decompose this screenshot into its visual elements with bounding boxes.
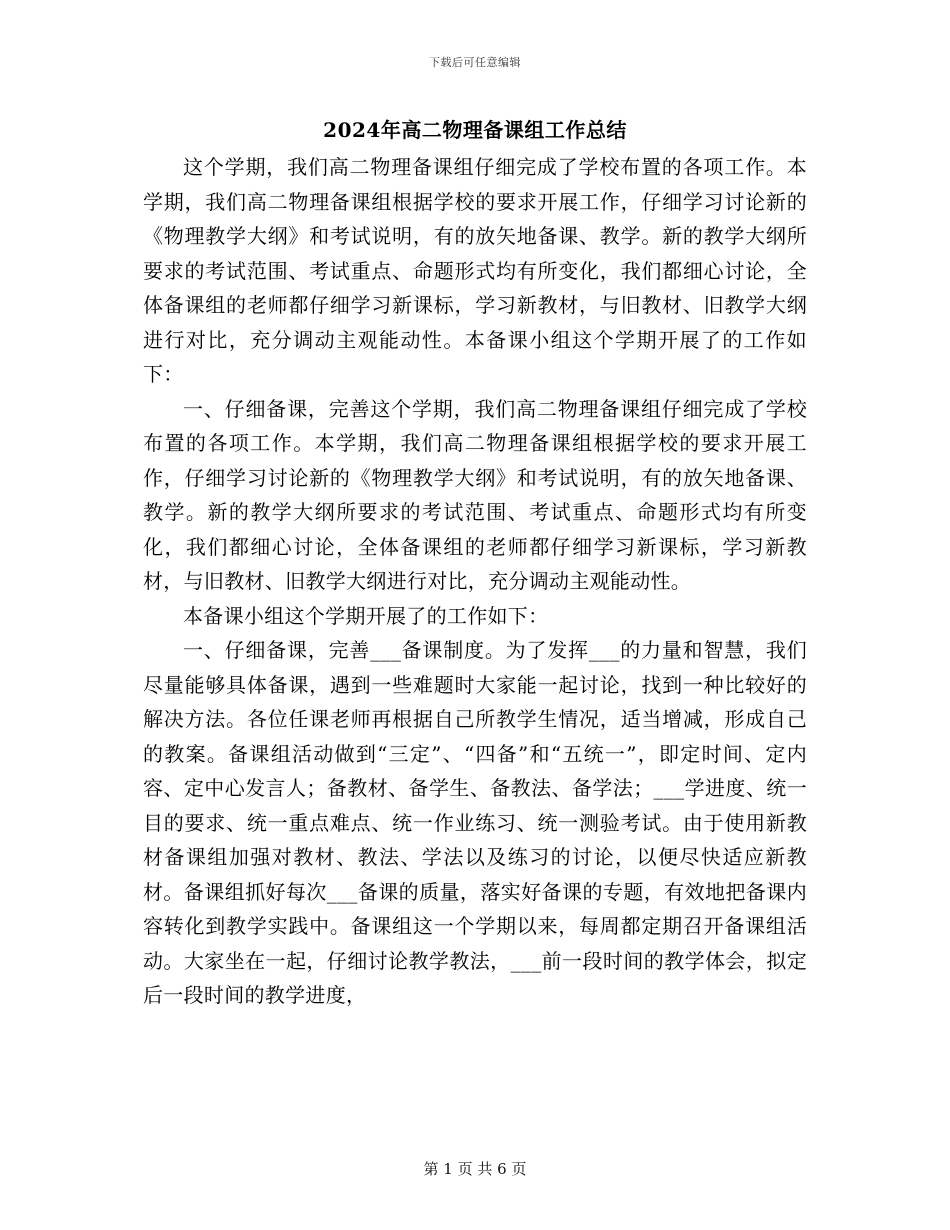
page-number: 第 1 页 共 6 页 bbox=[423, 1160, 527, 1178]
paragraph: 这个学期，我们高二物理备课组仔细完成了学校布置的各项工作。本学期，我们高二物理备课组根据学校的要求开展工作，仔细学习讨论新的《物理教学大纲》和考试说明，有的放矢地备课、教学。新的教学大纲所要求的考试范围、考试重点、命题形式均有所变化，我们都细心讨论，全体备课组的老师都仔细学习新课标，学习新教材，与旧教材、旧教学大纲进行对比，充分调动主观能动性。本备课小组这个学期开展了的工作如下： bbox=[143, 155, 807, 386]
paragraph: 一、仔细备课，完善这个学期，我们高二物理备课组仔细完成了学校布置的各项工作。本学期，我们高二物理备课组根据学校的要求开展工作，仔细学习讨论新的《物理教学大纲》和考试说明，有的放矢地备课、教学。新的教学大纲所要求的考试范围、考试重点、命题形式均有所变化，我们都细心讨论，全体备课组的老师都仔细学习新课标，学习新教材，与旧教材、旧教学大纲进行对比，充分调动主观能动性。 bbox=[143, 396, 807, 593]
paragraph: 一、仔细备课，完善___备课制度。为了发挥___的力量和智慧，我们尽量能够具体备课，遇到一些难题时大家能一起讨论，找到一种比较好的解决方法。各位任课老师再根据自己所教学生情况，适当增减，形成自己的教案。备课组活动做到“三定”、“四备”和“五统一”，即定时间、定内容、定中心发言人；备教材、备学生、备教法、备学法；___学进度、统一目的要求、统一重点难点、统一作业练习、统一测验考试。由于使用新教材备课组加强对教材、教法、学法以及练习的讨论，以便尽快适应新教材。备课组抓好每次___备课的质量，落实好备课的专题，有效地把备课内容转化到教学实践中。备课组这一个学期以来，每周都定期召开备课组活动。大家坐在一起，仔细讨论教学教法，___前一段时间的教学体会，拟定后一段时间的教学进度， bbox=[143, 638, 807, 1007]
paragraph: 本备课小组这个学期开展了的工作如下： bbox=[183, 603, 549, 628]
document-title: 2024年高二物理备课组工作总结 bbox=[323, 118, 627, 142]
page-header-note: 下载后可任意编辑 bbox=[429, 56, 521, 69]
document-body bbox=[143, 150, 807, 1013]
